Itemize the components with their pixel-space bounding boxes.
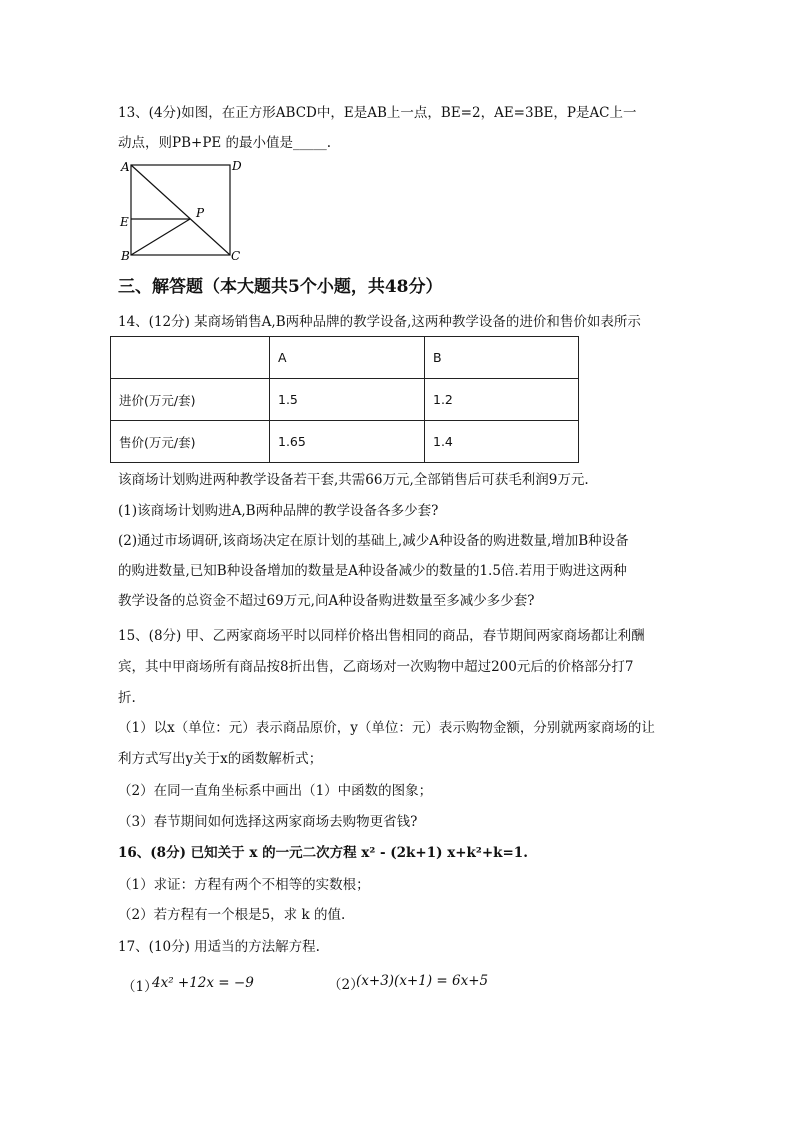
- diagonal-ac: [131, 165, 230, 255]
- table-header-row: [111, 337, 579, 379]
- q17-eq-1-label: （1）: [122, 979, 158, 995]
- q14-part-2b: 的购进数量,已知B种设备增加的数量是A种设备减少的数量的1.5倍.若用于购进这两种: [118, 563, 627, 579]
- q14-part-2c: 教学设备的总资金不超过69万元,问A种设备购进数量至多减少多少套?: [118, 593, 535, 609]
- label-c: C: [231, 249, 241, 262]
- label-a: A: [121, 160, 130, 174]
- q15-part-1a: （1）以x（单位：元）表示商品原价，y（单位：元）表示购物金额，分别就两家商场的让: [118, 720, 655, 736]
- price-table: [110, 336, 579, 463]
- label-p: P: [196, 206, 205, 220]
- label-b: B: [121, 249, 130, 262]
- q16-part-2: （2）若方程有一个根是5，求 k 的值.: [118, 907, 346, 923]
- table-cell: 进价(万元/套): [111, 379, 270, 421]
- q14-part-2a: (2)通过市场调研,该商场决定在原计划的基础上,减少A种设备的购进数量,增加B种设备: [118, 533, 629, 549]
- q13-line-1: 13、(4分)如图，在正方形ABCD中，E是AB上一点，BE=2，AE=3BE，P是AC上一: [118, 105, 637, 121]
- table-header-cell: A: [270, 337, 425, 379]
- q16-line-1: 16、(8分) 已知关于 x 的一元二次方程 x² - (2k+1) x+k²+k=1.: [118, 845, 528, 861]
- table-row: [111, 421, 579, 463]
- q15-part-3: （3）春节期间如何选择这两家商场去购物更省钱?: [118, 814, 418, 830]
- section-title: 三、解答题（本大题共5个小题，共48分）: [118, 277, 443, 297]
- q17-eq-2: (x+3)(x+1) = 6x+5: [356, 973, 489, 989]
- table-cell: 1.4: [425, 421, 579, 463]
- table-cell: 1.65: [270, 421, 425, 463]
- q16-part-1: （1）求证：方程有两个不相等的实数根；: [118, 877, 370, 893]
- q15-part-2: （2）在同一直角坐标系中画出（1）中函数的图象；: [118, 783, 433, 799]
- q15-line-3: 折.: [118, 690, 136, 706]
- q14-intro: 14、(12分) 某商场销售A,B两种品牌的教学设备,这两种教学设备的进价和售价如表所示: [118, 314, 641, 330]
- square-figure: [112, 158, 252, 262]
- table-cell: 1.5: [270, 379, 425, 421]
- q17-eq-2-label: （2）: [328, 977, 364, 993]
- q17-eq-1: 4x² +12x = −9: [152, 975, 254, 991]
- q14-after-table: 该商场计划购进两种教学设备若干套,共需66万元,全部销售后可获毛利润9万元.: [118, 472, 589, 488]
- q15-part-1b: 利方式写出y关于x的函数解析式；: [118, 751, 323, 767]
- q14-part-1: (1)该商场计划购进A,B两种品牌的教学设备各多少套?: [118, 503, 439, 519]
- label-d: D: [232, 159, 242, 173]
- table-row: [111, 379, 579, 421]
- table-header-cell: B: [425, 337, 579, 379]
- q15-line-1: 15、(8分) 甲、乙两家商场平时以同样价格出售相同的商品，春节期间两家商场都让利酬: [118, 628, 645, 644]
- segment-bp: [131, 219, 190, 255]
- q17-line-1: 17、(10分) 用适当的方法解方程.: [118, 939, 320, 955]
- table-cell: 售价(万元/套): [111, 421, 270, 463]
- label-e: E: [120, 215, 129, 229]
- q13-line-2: 动点，则PB+PE 的最小值是_____.: [118, 135, 332, 151]
- table-header-cell: [111, 337, 270, 379]
- q15-line-2: 宾，其中甲商场所有商品按8折出售，乙商场对一次购物中超过200元后的价格部分打7: [118, 659, 634, 675]
- table-cell: 1.2: [425, 379, 579, 421]
